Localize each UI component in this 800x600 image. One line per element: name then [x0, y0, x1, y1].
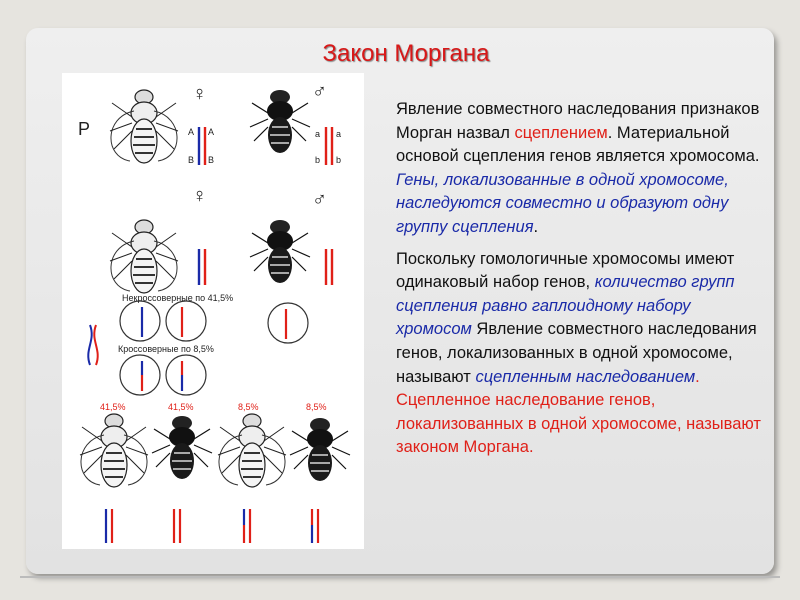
bottom-divider [20, 576, 780, 578]
female-symbol-f1: ♀ [192, 185, 207, 207]
gene-label: A [188, 127, 195, 137]
slide-title: Закон Моргана [322, 40, 490, 67]
fly-female-parent [110, 90, 178, 163]
figure-drawing [62, 73, 364, 549]
offspring-pct: 8,5% [238, 402, 259, 412]
fly-offspring-3 [218, 414, 286, 487]
paragraph-linkage-groups: Поскольку гомологичные хромосомы имеют одинаковый набор генов, количество групп сцепления равно гаплоидному набору хромосом Явление совместного наследования генов, локализованных в одной хромосоме, называют сцепленным наследованием. Сцепленное наследование генов, локализованных в одной хромосоме, называют законом Моргана. [396, 249, 761, 457]
crossover-label: Кроссоверные по 8,5% [118, 344, 214, 354]
offspring-pct: 8,5% [306, 402, 327, 412]
male-symbol-f1: ♂ [312, 189, 327, 211]
male-symbol: ♂ [312, 81, 327, 103]
fly-offspring-1 [80, 414, 148, 487]
gene-label: A [208, 127, 215, 137]
offspring-pct: 41,5% [168, 402, 194, 412]
parent-label: P [78, 119, 91, 139]
female-symbol: ♀ [192, 83, 207, 105]
noncrossover-label: Некроссоверные по 41,5% [122, 293, 234, 303]
fly-offspring-2 [152, 416, 212, 479]
gene-label: B [208, 155, 215, 165]
gene-label: b [315, 155, 321, 165]
gene-label: B [188, 155, 195, 165]
fly-male-f1 [250, 220, 310, 283]
gene-label: a [336, 129, 342, 139]
fly-male-parent [250, 90, 310, 153]
paragraph-linkage: Явление совместного наследования признаков Морган назвал сцеплением. Материальной основой сцепления генов является хромосома. Гены, локализованные в одной хромосоме, наследуются совместно и образуют одну группу сцепления. [396, 100, 760, 236]
gene-label: b [336, 155, 342, 165]
genetics-figure [62, 73, 364, 549]
slide-body-text [396, 98, 766, 468]
offspring-pct: 41,5% [100, 402, 126, 412]
fly-offspring-4 [290, 418, 350, 481]
gene-label: a [315, 129, 321, 139]
fly-female-f1 [110, 220, 178, 293]
